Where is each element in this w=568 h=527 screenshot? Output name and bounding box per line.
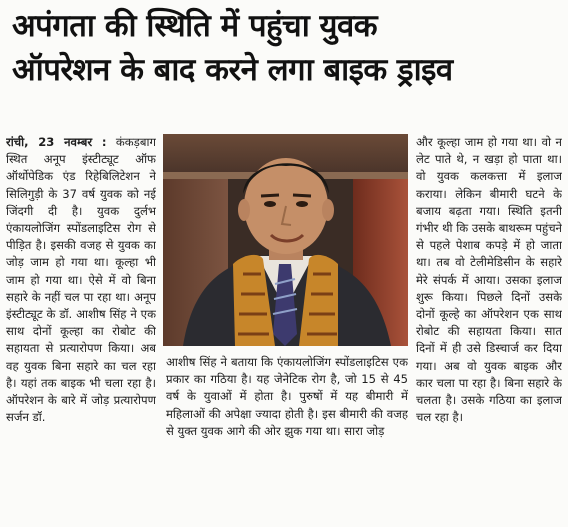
headline-line-1: अपंगता की स्थिति में पहुंचा युवक [12,8,378,44]
article-column-right [416,134,562,527]
article-column-left [6,134,156,527]
article-text-left: कंकड़बाग स्थित अनूप इंस्टीट्यूट ऑफ ऑर्थोपेडिक एंड रिहेबिलिटेशन ने सिलिगुड़ी के 37 वर्ष युवक को नई जिंदगी दी है। युवक दुर्लभ एंकायलोजिंग स्पोंडलाइटिस रोग से पीड़ित है। इसकी वजह से युवक का जोड़ जाम हो गया था। कूल्हा भी जाम हो गया था। ऐसे में वो बिना सहारे के नहीं चल पा रहा था। अनूप इंस्टीट्यूट के डॉ. आशीष सिंह ने एक साथ दोनों कूल्हा का रोबोट की सहायता से प्रत्यारोपण किया। अब वह युवक बिना सहारे का चल रहा है। यहां तक बाइक भी चला रहा है। ऑपरेशन के बारे में जोड़ प्रत्यारोपण सर्जन डॉ. [6,135,156,425]
headline-line-2: ऑपरेशन के बाद करने लगा बाइक ड्राइव [12,52,453,88]
headline [12,4,560,92]
article-text-right: और कूल्हा जाम हो गया था। वो न लेट पाते थे, न खड़ा हो पाता था। वो युवक कलकत्ता में इलाज कराया। लेकिन बीमारी घटने के बजाय बढ़ता गया। स्थिति इतनी गंभीर थी कि उसके बाथरूम पहुंचने से पहले पेशाब कपड़े में हो जाता था। तब वो टेलीमेडिसीन के सहारे मेरे संपर्क में आया। उसका इलाज शुरू किया। पिछले दिनों उसके दोनों कूल्हे का ऑपरेशन एक साथ रोबोट की सहायता किया। सात दिनों में ही उसे डिस्चार्ज कर दिया गया। अब वो युवक बाइक और कार चला पा रहा है। बिना सहारे के चलता है। उसके गठिया का इलाज चल रहा है। [416,135,562,425]
article-column-middle [166,354,408,526]
dateline: रांची, 23 नवम्बर : [6,135,107,149]
article-text-middle: आशीष सिंह ने बताया कि एंकायलोजिंग स्पोंडलाइटिस एक प्रकार का गठिया है। यह जेनेटिक रोग है, जो 15 से 45 वर्ष के युवाओं में होता है। पुरुषों में यह बीमारी में महिलाओं की अपेक्षा ज्यादा होती है। इस बीमारी की वजह से युक्त युवक आगे की ओर झुक गया था। सारा जोड़ [166,355,408,438]
doctor-photo [163,134,408,346]
